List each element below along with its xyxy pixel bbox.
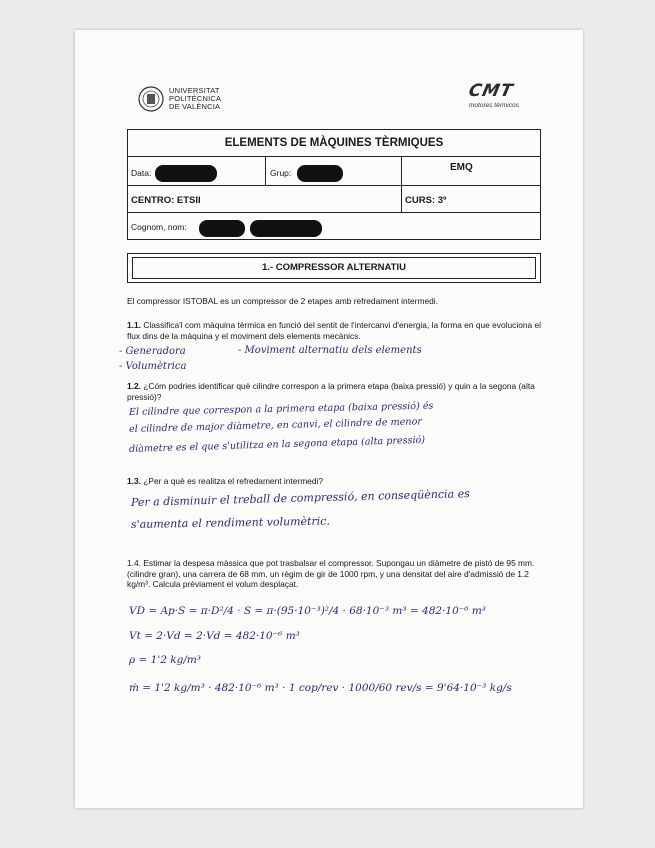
question-2 <box>127 381 547 402</box>
answer-3a: Per a disminuir el treball de compressió, en conseqüència es <box>130 487 470 509</box>
header-table <box>127 129 541 240</box>
cmt-subtitle: motores térmicos <box>469 102 519 109</box>
intro-text: El compressor ISTOBAL es un compressor de 2 etapes amb refredament intermedi. <box>127 296 438 306</box>
data-label: Data: <box>131 168 152 178</box>
calc-line-3: ρ = 1'2 kg/m³ <box>129 654 202 666</box>
answer-1a: - Generadora <box>119 346 186 357</box>
cmt-brand: CMT <box>466 81 516 101</box>
answer-3b: s'aumenta el rendiment volumètric. <box>130 514 331 531</box>
answer-2c: diàmetre es el que s'utilitza en la segona etapa (alta pressió) <box>128 434 426 455</box>
course-code: EMQ <box>450 162 473 173</box>
question-2-number: 1.2. <box>127 381 141 391</box>
section-title: 1.- COMPRESSOR ALTERNATIU <box>262 262 406 273</box>
header-title: ELEMENTS DE MÀQUINES TÈRMIQUES <box>128 130 540 157</box>
cmt-logo <box>466 81 535 112</box>
answer-2b: el cilindre de major diàmetre, en canvi, el cilindre de menor <box>128 416 423 435</box>
question-4: 1.4. Estimar la despesa màssica que pot trasbalsar el compressor. Supongau un diàmetre de pistó de 95 mm. (cilindre gran), una carrera de 68 mm, un règim de gir de 1000 rpm, y una densitat del aire d'admissió de 1.2 kg/m³. Calcula prèviament el volum desplaçat. <box>127 558 535 590</box>
cognom-label: Cognom, nom: <box>131 222 187 232</box>
upv-seal-icon <box>138 86 164 112</box>
question-1-text: Classifica'l com màquina tèrmica en funció del sentit de l'intercanvi d'energia, la forma en que evoluciona el flux dins de la màquina y el moviment dels elements mecànics. <box>127 320 542 341</box>
exam-sheet <box>75 30 583 808</box>
question-3 <box>127 476 547 487</box>
calc-line-2: Vt = 2·Vd = 2·Vd = 482·10⁻⁶ m³ <box>129 630 300 642</box>
calc-line-4: ṁ = 1'2 kg/m³ · 482·10⁻⁶ m³ · 1 cop/rev · 1000/60 rev/s = 9'64·10⁻³ kg/s <box>129 682 512 694</box>
question-1-number: 1.1. <box>127 320 141 330</box>
redaction-group <box>297 165 343 182</box>
upv-line3: DE VALÈNCIA <box>169 102 221 111</box>
question-2-text: ¿Cóm podries identificar què cilindre correspon a la primera etapa (baixa pressió) y quin a la segona (alta pressió)? <box>127 381 535 402</box>
upv-line1: UNIVERSITAT <box>169 86 220 95</box>
answer-1c: - Volumètrica <box>119 361 187 372</box>
answer-1b: - Moviment alternatiu dels elements <box>238 345 422 356</box>
upv-logo <box>138 84 238 116</box>
question-1 <box>127 320 547 341</box>
redaction-name-1 <box>199 220 245 237</box>
curs-label: CURS: 3º <box>405 195 447 206</box>
question-3-number: 1.3. <box>127 476 141 486</box>
redaction-date <box>155 165 217 182</box>
centro-label: CENTRO: ETSII <box>131 195 201 206</box>
grup-label: Grup: <box>270 168 292 178</box>
question-3-text: ¿Per a què es realitza el refredament intermedi? <box>143 476 323 486</box>
section-title-box <box>127 253 541 283</box>
calc-line-1: VD = Ap·S = π·D²/4 · S = π·(95·10⁻³)²/4 · 68·10⁻³ m³ = 482·10⁻⁶ m³ <box>129 605 487 617</box>
redaction-name-2 <box>250 220 322 237</box>
answer-2a: El cilindre que correspon a la primera etapa (baixa pressió) és <box>128 400 434 418</box>
upv-line2: POLITÈCNICA <box>169 94 222 103</box>
